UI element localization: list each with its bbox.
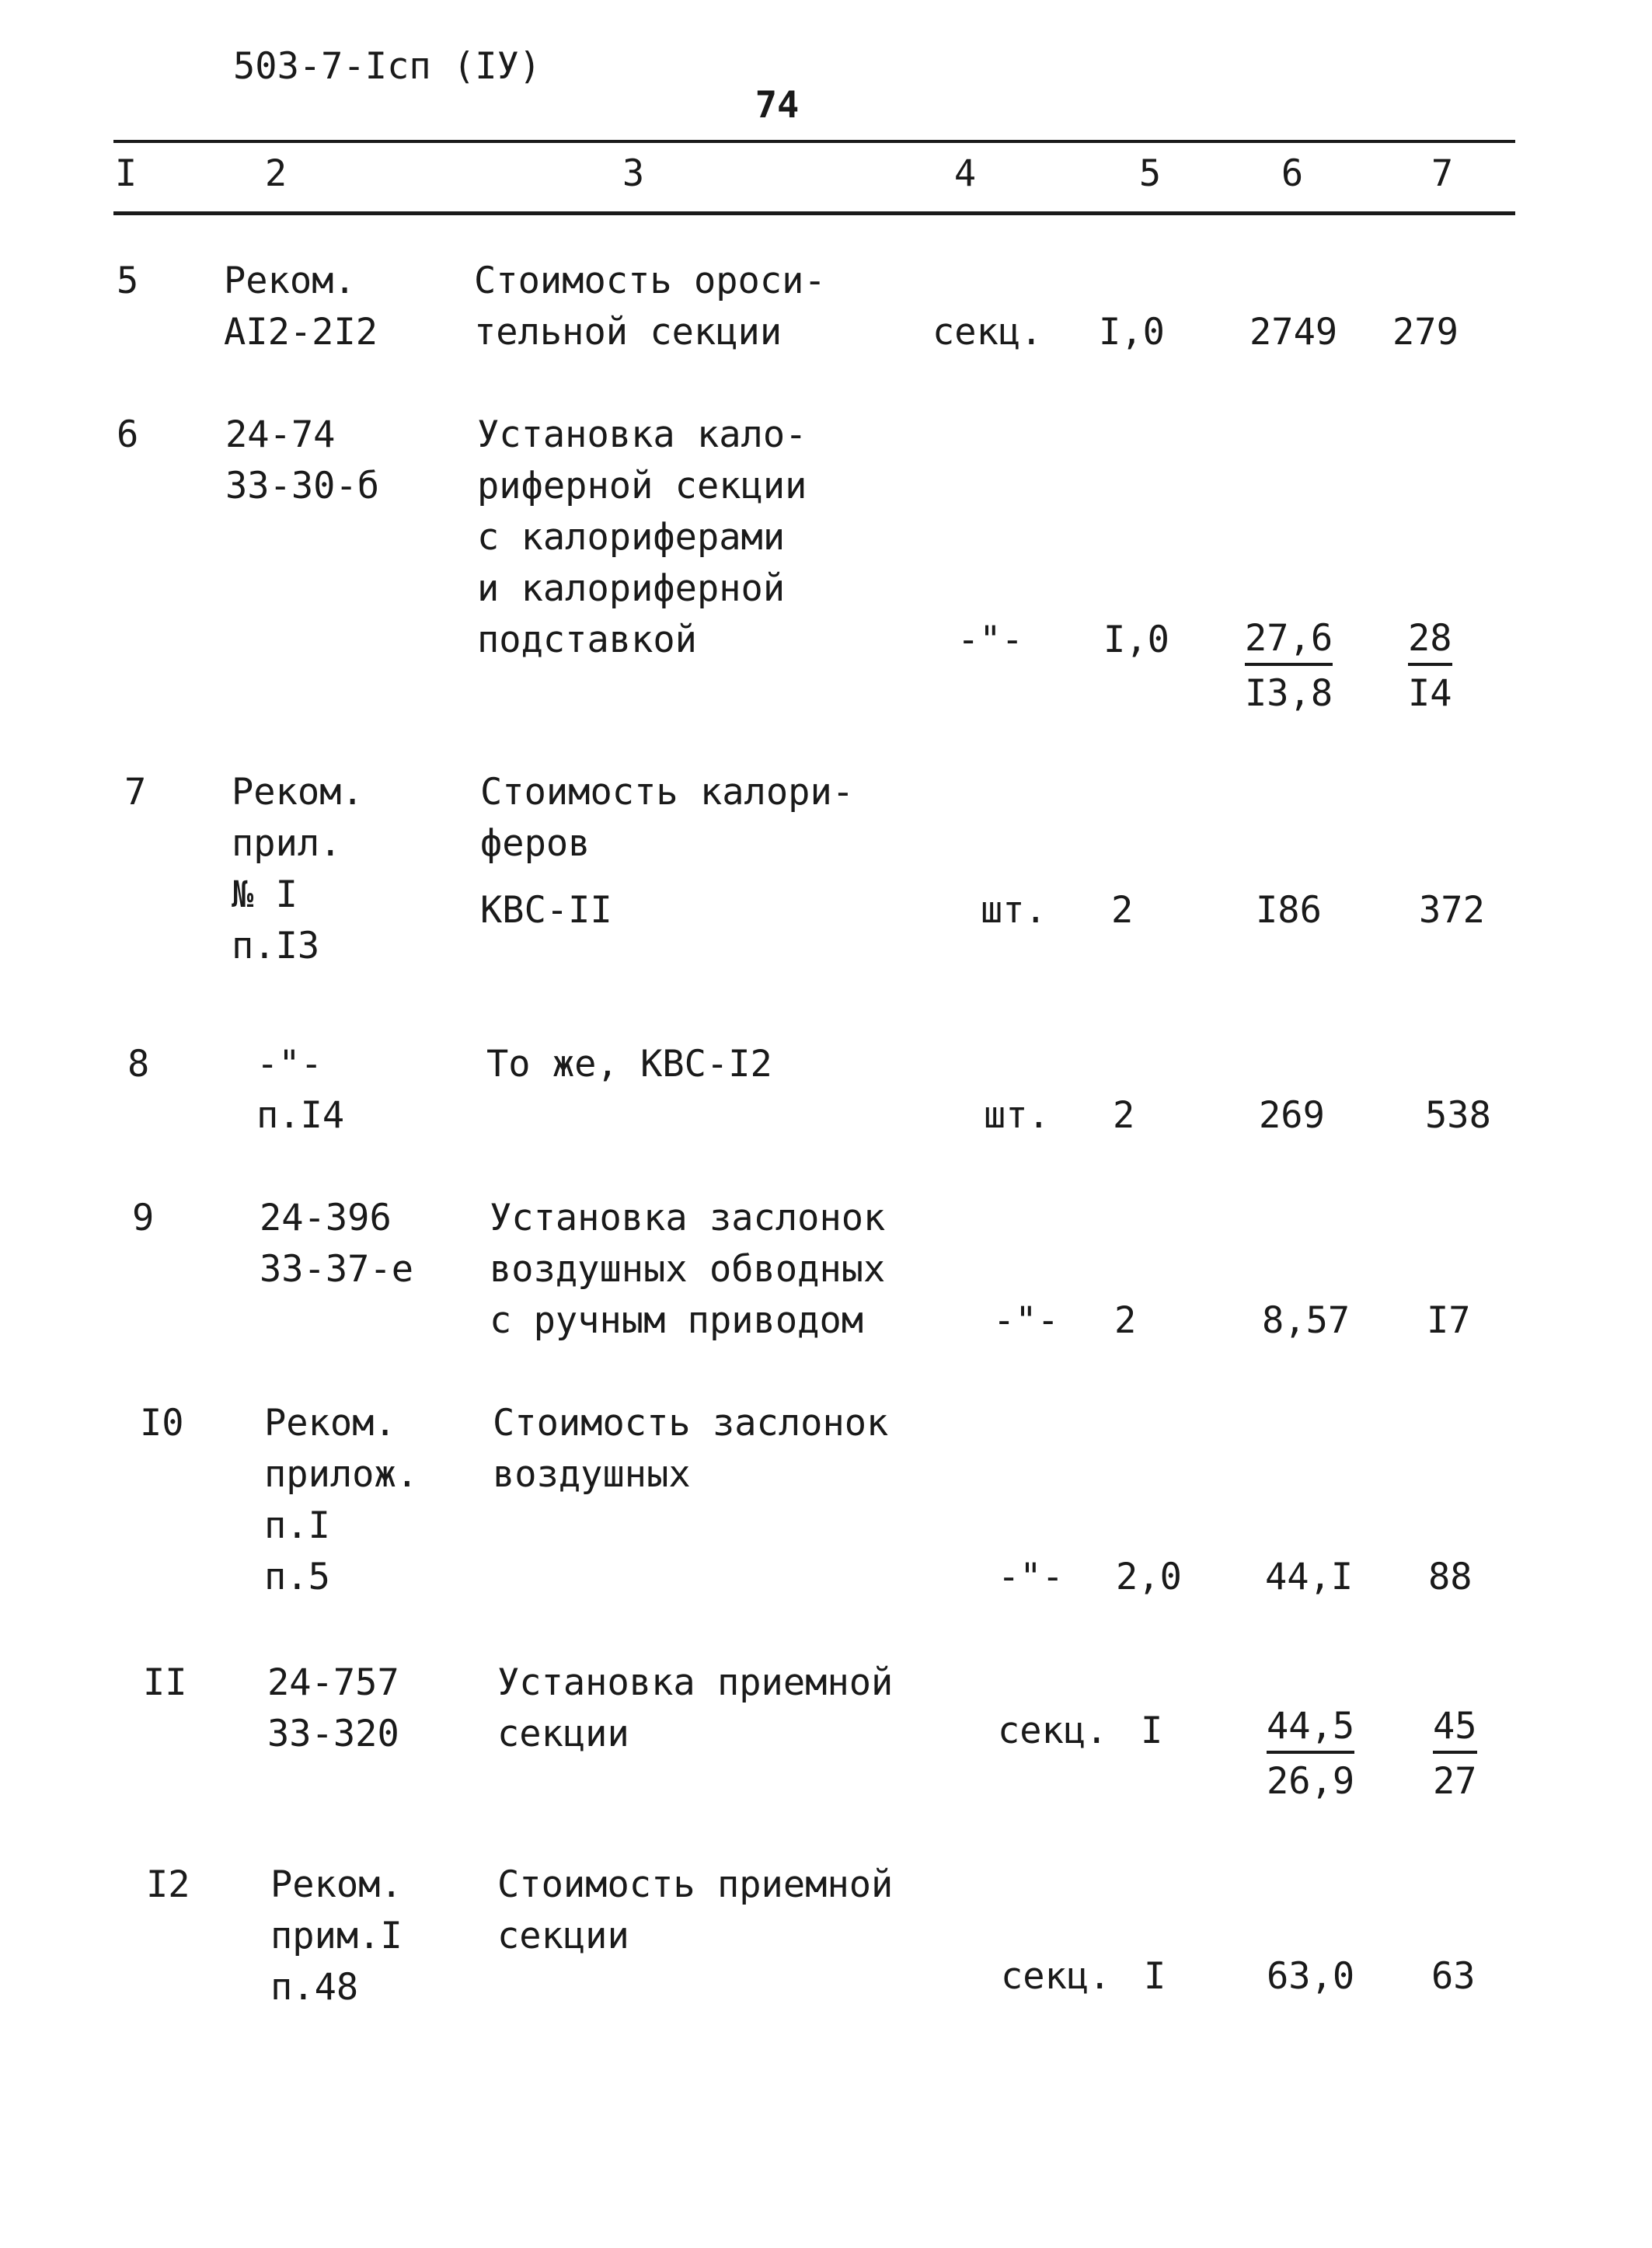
row-number: 9	[132, 1197, 155, 1239]
row-total: 88	[1428, 1556, 1473, 1598]
row-description: подставкой	[477, 619, 697, 661]
row-description: Установка приемной	[497, 1661, 894, 1704]
column-header-5: 5	[1138, 152, 1162, 195]
page-number: 74	[755, 84, 800, 127]
column-header-2: 2	[264, 152, 288, 195]
row-number: I2	[146, 1863, 190, 1906]
row-unit: шт.	[984, 1094, 1050, 1137]
fraction-denominator: I4	[1408, 672, 1452, 715]
fraction-numerator: 28	[1408, 620, 1452, 666]
row-reference: 24-757	[267, 1661, 399, 1704]
row-unit-price: I86	[1256, 889, 1322, 932]
row-quantity: I,0	[1099, 311, 1165, 354]
row-reference: 33-320	[267, 1713, 399, 1755]
row-description: секции	[497, 1915, 629, 1957]
column-header-3: 3	[622, 152, 645, 195]
row-quantity: 2	[1114, 1299, 1137, 1342]
row-reference: п.48	[270, 1966, 359, 2009]
column-header-6: 6	[1281, 152, 1304, 195]
row-description: феров	[480, 822, 591, 865]
fraction-numerator: 45	[1433, 1708, 1477, 1754]
row-unit: секц.	[998, 1710, 1108, 1752]
row-reference: п.I	[264, 1504, 330, 1547]
table-header-rule	[113, 211, 1515, 215]
row-unit: секц.	[932, 311, 1043, 354]
row-total-fraction	[1408, 617, 1452, 715]
row-reference: 33-30-б	[225, 465, 380, 507]
row-description: Стоимость заслонок	[493, 1402, 889, 1445]
row-total: I7	[1427, 1299, 1471, 1342]
row-description: тельной секции	[474, 311, 782, 354]
fraction-denominator: 27	[1433, 1760, 1477, 1803]
table-top-rule	[113, 140, 1515, 143]
row-number: 7	[124, 771, 147, 814]
column-header-4: 4	[953, 152, 977, 195]
row-reference: Реком.	[270, 1863, 403, 1906]
fraction-denominator: I3,8	[1245, 672, 1333, 715]
row-description: с ручным приводом	[490, 1299, 864, 1342]
row-description: с калориферами	[477, 516, 786, 559]
row-reference: прим.I	[270, 1915, 403, 1957]
row-description: То же, КВС-I2	[486, 1043, 772, 1086]
row-reference: п.I4	[256, 1094, 345, 1137]
fraction-numerator: 44,5	[1267, 1708, 1354, 1754]
row-quantity: 2,0	[1116, 1556, 1182, 1598]
row-quantity: I	[1141, 1710, 1163, 1752]
row-unit-price: 44,I	[1265, 1556, 1354, 1598]
row-quantity: 2	[1111, 889, 1134, 932]
row-unit-price: 2749	[1249, 311, 1338, 354]
row-description: Установка заслонок	[490, 1197, 886, 1239]
row-quantity: 2	[1113, 1094, 1135, 1137]
row-total-fraction	[1433, 1705, 1477, 1803]
row-number: 6	[117, 413, 139, 456]
row-number: I0	[140, 1402, 184, 1445]
row-reference: AI2-2I2	[224, 311, 378, 354]
row-unit-price-fraction	[1245, 617, 1333, 715]
row-description: и калориферной	[477, 567, 786, 610]
row-description: Стоимость ороси-	[474, 260, 826, 302]
row-unit: шт.	[981, 889, 1047, 932]
row-description: Стоимость калори-	[480, 771, 855, 814]
row-unit: секц.	[1001, 1955, 1111, 1998]
row-reference: Реком.	[224, 260, 356, 302]
row-description: воздушных	[493, 1453, 691, 1496]
row-reference: прилож.	[264, 1453, 419, 1496]
column-header-7: 7	[1431, 152, 1454, 195]
row-unit-price: 8,57	[1262, 1299, 1351, 1342]
row-reference: Реком.	[232, 771, 364, 814]
row-unit-price: 63,0	[1267, 1955, 1355, 1998]
row-total: 538	[1425, 1094, 1491, 1137]
row-total: 372	[1419, 889, 1485, 932]
row-unit: -"-	[993, 1299, 1059, 1342]
row-quantity: I,0	[1103, 619, 1169, 661]
row-description: Установка кало-	[477, 413, 807, 456]
row-reference: 24-396	[260, 1197, 392, 1239]
fraction-numerator: 27,6	[1245, 620, 1333, 666]
row-description: риферной секции	[477, 465, 807, 507]
row-total: 279	[1392, 311, 1459, 354]
row-description: Стоимость приемной	[497, 1863, 894, 1906]
row-description: воздушных обводных	[490, 1248, 886, 1291]
document-code: 503-7-Iсп (IУ)	[233, 45, 542, 88]
row-number: 8	[127, 1043, 150, 1086]
column-header-1: I	[114, 152, 138, 195]
row-number: II	[143, 1661, 187, 1704]
fraction-denominator: 26,9	[1267, 1760, 1355, 1803]
row-reference: -"-	[256, 1043, 322, 1086]
row-reference: п.I3	[232, 925, 320, 967]
row-description: секции	[497, 1713, 629, 1755]
row-unit-price: 269	[1259, 1094, 1325, 1137]
row-reference: Реком.	[264, 1402, 396, 1445]
row-reference: прил.	[232, 822, 342, 865]
row-unit-price-fraction	[1267, 1705, 1355, 1803]
row-description: КВС-II	[480, 889, 612, 932]
row-quantity: I	[1144, 1955, 1166, 1998]
row-reference: 33-37-е	[260, 1248, 414, 1291]
row-reference: п.5	[264, 1556, 330, 1598]
row-reference: № I	[232, 873, 298, 916]
row-unit: -"-	[957, 619, 1023, 661]
row-total: 63	[1431, 1955, 1476, 1998]
row-number: 5	[117, 260, 139, 302]
row-reference: 24-74	[225, 413, 336, 456]
row-unit: -"-	[998, 1556, 1064, 1598]
